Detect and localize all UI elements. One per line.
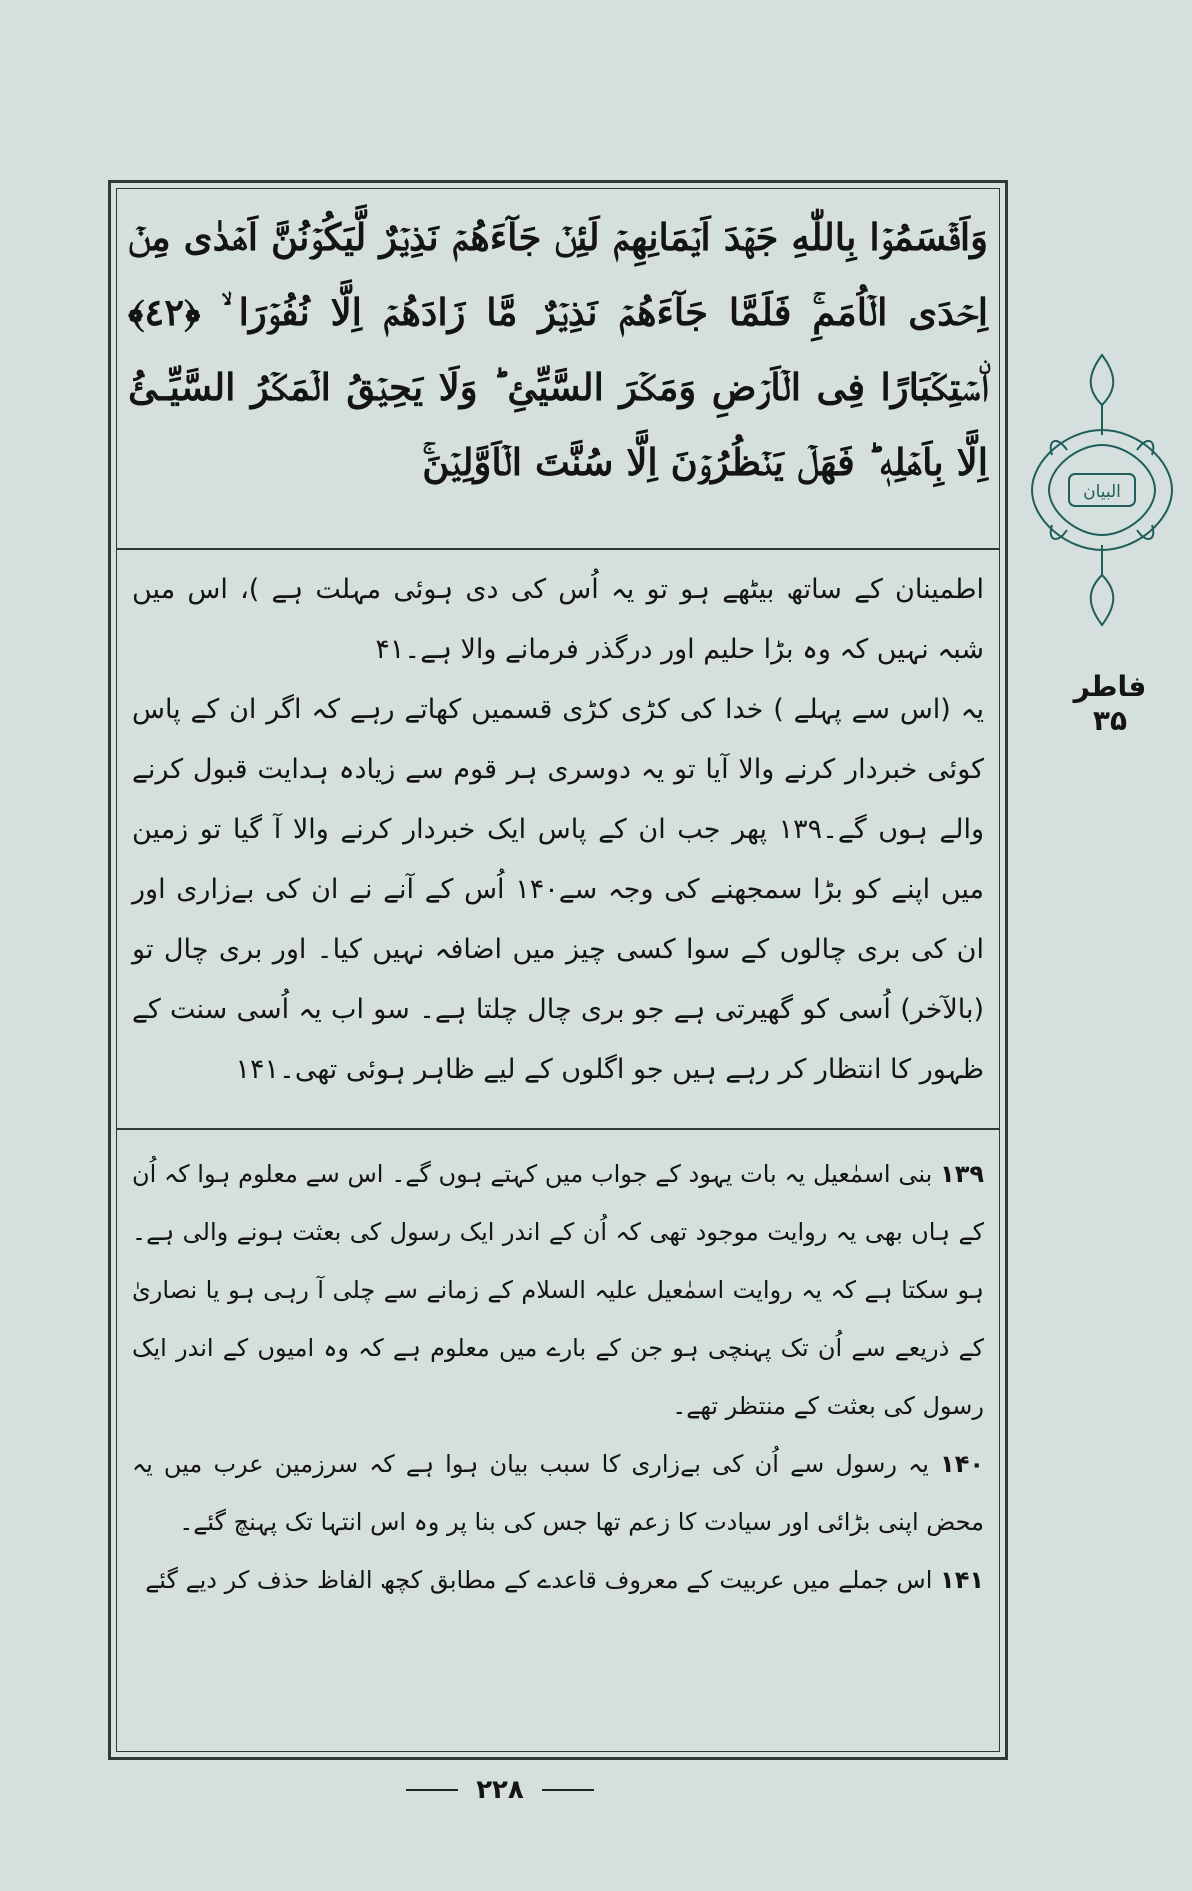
translation-paragraph: یہ (اس سے پہلے ) خدا کی کڑی کڑی قسمیں کھاتے رہے کہ اگر ان کے پاس کوئی خبردار کرنے والا آیا تو یہ دوسری ہر قوم سے زیادہ ہدایت قبول کرنے والے ہوں گے۔۱۳۹ پھر جب ان کے پاس ایک خبردار کرنے والا آ گیا تو زمین میں اپنے کو بڑا سمجھنے کی وجہ سے۱۴۰ اُس کے آنے نے ان کی بےزاری اور ان کی بری چالوں کے سوا کسی چیز میں اضافہ نہیں کیا۔ اور بری چال تو (بالآخر) اُسی کو گھیرتی ہے جو بری چال چلتا ہے۔ سو اب یہ اُسی سنت کے ظہور کا انتظار کر رہے ہیں جو اگلوں کے لیے ظاہر ہوئی تھی۔۱۴۱ <box>132 694 985 1085</box>
translation-block <box>132 560 984 1100</box>
footnote-number: ۱۴۱ <box>940 1566 984 1594</box>
surah-name: فاطر <box>1073 670 1147 703</box>
footnote <box>132 1435 984 1551</box>
divider-notes <box>116 1128 1000 1130</box>
ornament-label: البیان <box>1083 482 1121 502</box>
footer-dash <box>542 1789 594 1791</box>
page-footer <box>0 1775 1000 1805</box>
divider-top <box>116 548 1000 550</box>
footnote <box>132 1145 984 1435</box>
arabic-verse-text: وَاَقۡسَمُوۡا بِاللّٰهِ جَهۡدَ اَيۡمَانِهِمۡ لَئِنۡ جَآءَهُمۡ نَذِيۡرٌ لَّيَكُوۡنُنَّ اَهۡدٰى مِنۡ اِحۡدَى الۡاُمَمِ‌ۚ فَلَمَّا جَآءَهُمۡ نَذِيۡرٌ مَّا زَادَهُمۡ اِلَّا نُفُوۡرَا ۙ‏ ﴿٤٢﴾ اۨسۡتِكۡبَارًا فِى الۡاَرۡضِ وَمَكۡرَ السَّيِّئِ‌ ؕ وَلَا يَحِيۡقُ الۡمَكۡرُ السَّيِّـئُ اِلَّا بِاَهۡلِهٖ‌ ؕ فَهَلۡ يَنۡظُرُوۡنَ اِلَّا سُنَّتَ الۡاَوَّلِيۡنَ‌ۚ <box>128 215 988 484</box>
surah-marker <box>1060 670 1160 738</box>
surah-number: ۳۵ <box>1092 704 1128 737</box>
footnote-text: بنی اسمٰعیل یہ بات یہود کے جواب میں کہتے ہوں گے۔ اس سے معلوم ہوا کہ اُن کے ہاں بھی یہ روایت موجود تھی کہ اُن کے اندر ایک رسول کی بعثت ہونے والی ہے۔ ہو سکتا ہے کہ یہ روایت اسمٰعیل علیہ السلام کے زمانے سے چلی آ رہی ہو یا نصاریٰ کے ذریعے سے اُن تک پہنچی ہو جن کے بارے میں معلوم ہے کہ وہ امیوں کے اندر ایک رسول کی بعثت کے منتظر تھے۔ <box>132 1160 984 1420</box>
side-ornament <box>1027 350 1177 630</box>
footnote-text: یہ رسول سے اُن کی بےزاری کا سبب بیان ہوا ہے کہ سرزمین عرب میں یہ محض اپنی بڑائی اور سیادت کا زعم تھا جس کی بنا پر وہ اس انتہا تک پہنچ گئے۔ <box>132 1450 984 1536</box>
page-number: ۲۲۸ <box>476 1775 524 1805</box>
footer-dash <box>406 1789 458 1791</box>
footnotes-block <box>132 1145 984 1609</box>
footnote-number: ۱۳۹ <box>940 1160 984 1188</box>
translation-paragraph: اطمینان کے ساتھ بیٹھے ہو تو یہ اُس کی دی ہوئی مہلت ہے )، اس میں شبہ نہیں کہ وہ بڑا حلیم اور درگذر فرمانے والا ہے۔۴۱ <box>132 574 984 665</box>
footnote-number: ۱۴۰ <box>940 1450 984 1478</box>
footnote <box>132 1551 984 1609</box>
footnote-text: اس جملے میں عربیت کے معروف قاعدے کے مطابق کچھ الفاظ حذف کر دیے گئے <box>145 1566 933 1594</box>
